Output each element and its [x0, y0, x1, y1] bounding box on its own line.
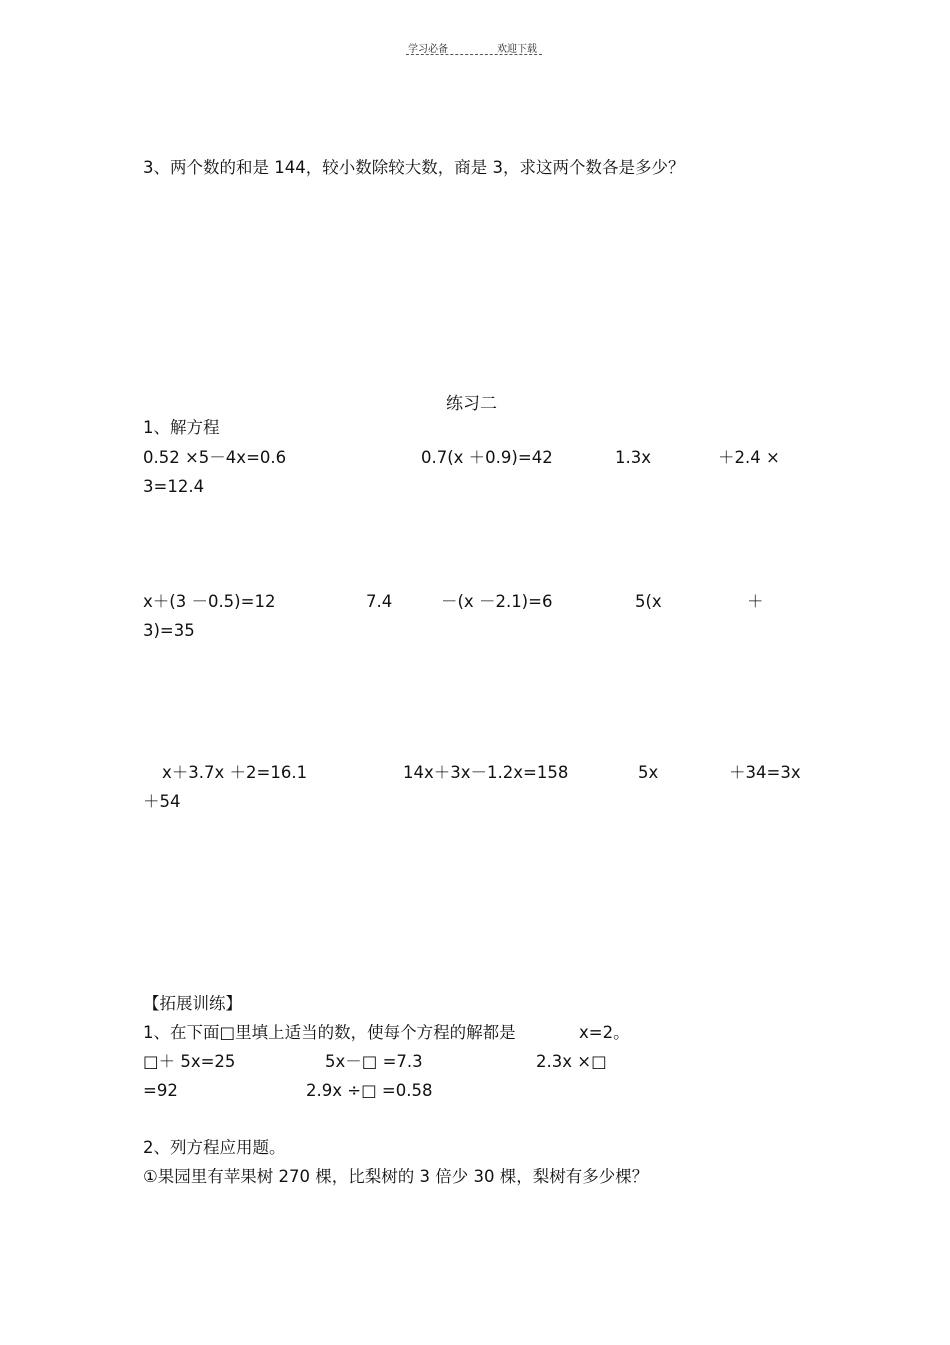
equation-3c-wrap: ＋54	[143, 792, 181, 811]
extension-question-1-answer: x=2。	[579, 1023, 630, 1042]
equation-1c-right: ＋2.4 ×	[718, 448, 780, 467]
fill-equation-a: □＋ 5x=25	[143, 1052, 236, 1071]
equation-1a: 0.52 ×5－4x=0.6	[143, 448, 287, 467]
equation-2b-right: －(x －2.1)=6	[441, 592, 553, 611]
equation-3c-left: 5x	[638, 763, 659, 782]
equation-2b-left: 7.4	[366, 592, 393, 611]
header-left: 学习必备	[408, 44, 448, 55]
equation-1c-wrap: 3=12.4	[143, 477, 205, 496]
equation-2c-right: ＋	[747, 592, 764, 611]
equation-3b: 14x＋3x－1.2x=158	[403, 763, 569, 782]
equation-2a: x＋(3 －0.5)=12	[143, 592, 276, 611]
header-divider	[406, 54, 542, 55]
word-problem-1: ①果园里有苹果树 270 棵，比梨树的 3 倍少 30 棵，梨树有多少棵？	[143, 1167, 649, 1186]
header-right: 欢迎下载	[497, 44, 537, 55]
equation-1b: 0.7(x ＋0.9)=42	[421, 448, 553, 467]
extension-question-2: 2、列方程应用题。	[143, 1138, 286, 1157]
extension-question-1: 1、在下面□里填上适当的数，使每个方程的解都是	[143, 1023, 516, 1042]
part1-heading: 1、解方程	[143, 418, 220, 437]
fill-equation-c-wrap: =92	[143, 1081, 178, 1100]
extension-heading: 【拓展训练】	[143, 994, 242, 1013]
equation-3c-right: ＋34=3x	[729, 763, 801, 782]
equation-2c-wrap: 3)=35	[143, 621, 195, 640]
section-title: 练习二	[446, 394, 497, 414]
fill-equation-d: 2.9x ÷□ =0.58	[306, 1081, 433, 1100]
equation-2c-left: 5(x	[635, 592, 662, 611]
equation-3a: x＋3.7x ＋2=16.1	[162, 763, 308, 782]
fill-equation-b: 5x－□ =7.3	[325, 1052, 423, 1071]
fill-equation-c: 2.3x ×□	[536, 1052, 607, 1071]
question-3: 3、两个数的和是 144，较小数除较大数，商是 3，求这两个数各是多少？	[143, 158, 685, 177]
equation-1c-left: 1.3x	[615, 448, 652, 467]
